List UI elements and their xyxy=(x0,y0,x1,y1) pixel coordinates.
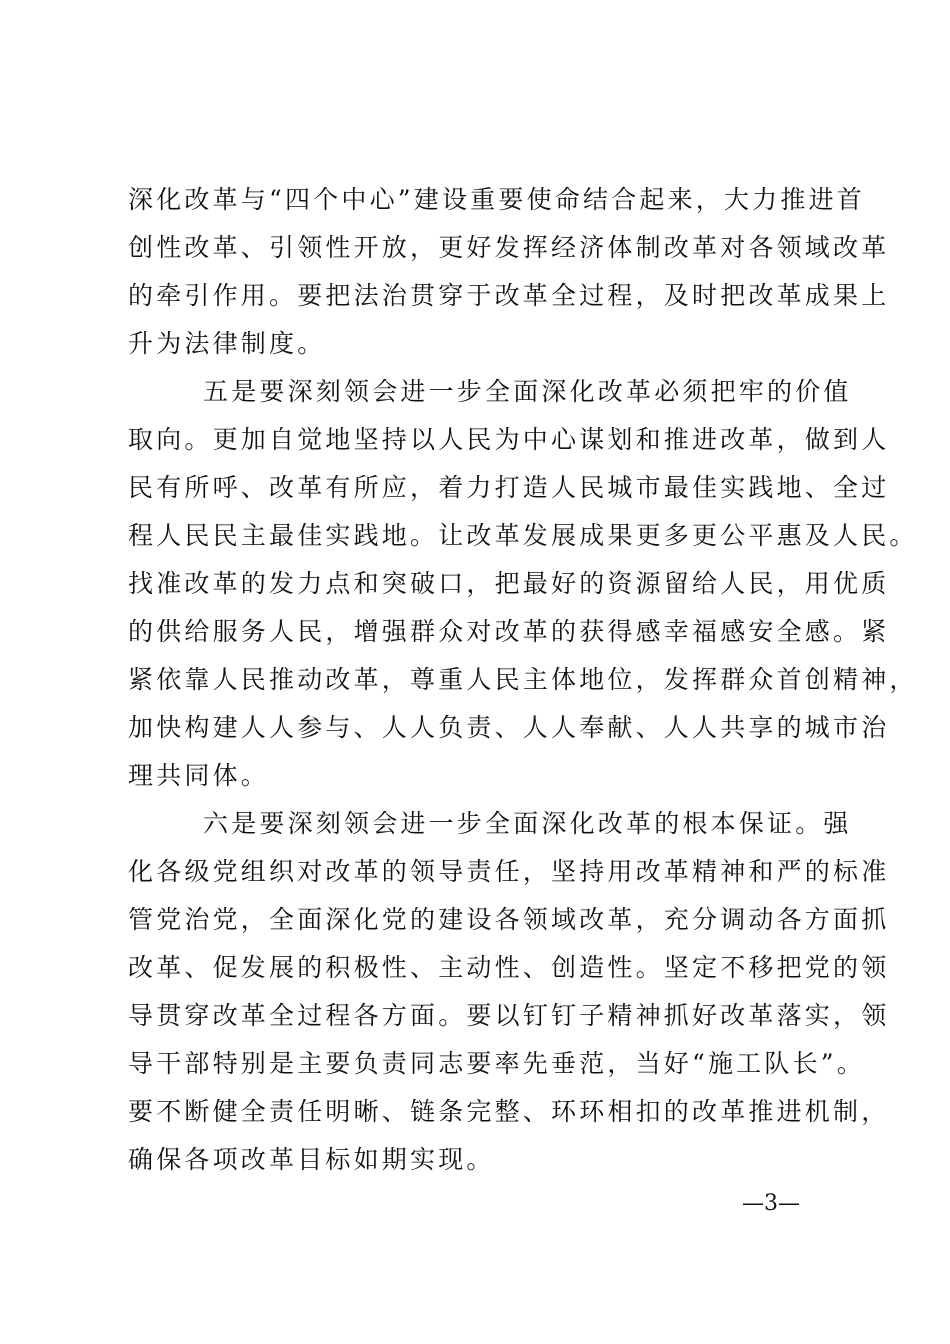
text-line: 深化改革与“四个中心”建设重要使命结合起来，大力推进首 xyxy=(128,185,865,214)
text-line: 的牵引作用。要把法治贯穿于改革全过程，及时把改革成果上 xyxy=(128,281,890,310)
text-line: 确保各项改革目标如期实现。 xyxy=(128,1145,495,1174)
text-line: 取向。更加自觉地坚持以人民为中心谋划和推进改革，做到人 xyxy=(128,425,890,454)
text-line: 要不断健全责任明晰、链条完整、环环相扣的改革推进机制， xyxy=(128,1097,890,1126)
text-line: 程人民民主最佳实践地。让改革发展成果更多更公平惠及人民。 xyxy=(128,521,918,550)
text-line: 加快构建人人参与、人人负责、人人奉献、人人共享的城市治 xyxy=(128,713,890,742)
text-line: 改革、促发展的积极性、主动性、创造性。坚定不移把党的领 xyxy=(128,953,890,982)
text-line: 理共同体。 xyxy=(128,761,270,790)
text-line: 升为法律制度。 xyxy=(128,329,326,358)
text-line: 的供给服务人民，增强群众对改革的获得感幸福感安全感。紧 xyxy=(128,617,890,646)
paragraph-start-line: 六是要深刻领会进一步全面深化改革的根本保证。强 xyxy=(203,809,852,838)
text-line: 导贯穿改革全过程各方面。要以钉钉子精神抓好改革落实，领 xyxy=(128,1001,890,1030)
page-number: —3— xyxy=(742,1191,800,1216)
text-line: 找准改革的发力点和突破口，把最好的资源留给人民，用优质 xyxy=(128,569,890,598)
text-line: 导干部特别是主要负责同志要率先垂范，当好“施工队长”。 xyxy=(128,1049,865,1078)
text-line: 紧依靠人民推动改革，尊重人民主体地位，发挥群众首创精神， xyxy=(128,665,918,694)
text-line: 民有所呼、改革有所应，着力打造人民城市最佳实践地、全过 xyxy=(128,473,890,502)
text-line: 化各级党组织对改革的领导责任，坚持用改革精神和严的标准 xyxy=(128,857,890,886)
text-line: 管党治党，全面深化党的建设各领域改革，充分调动各方面抓 xyxy=(128,905,890,934)
paragraph-start-line: 五是要深刻领会进一步全面深化改革必须把牢的价值 xyxy=(203,377,852,406)
text-line: 创性改革、引领性开放，更好发挥经济体制改革对各领域改革 xyxy=(128,233,890,262)
